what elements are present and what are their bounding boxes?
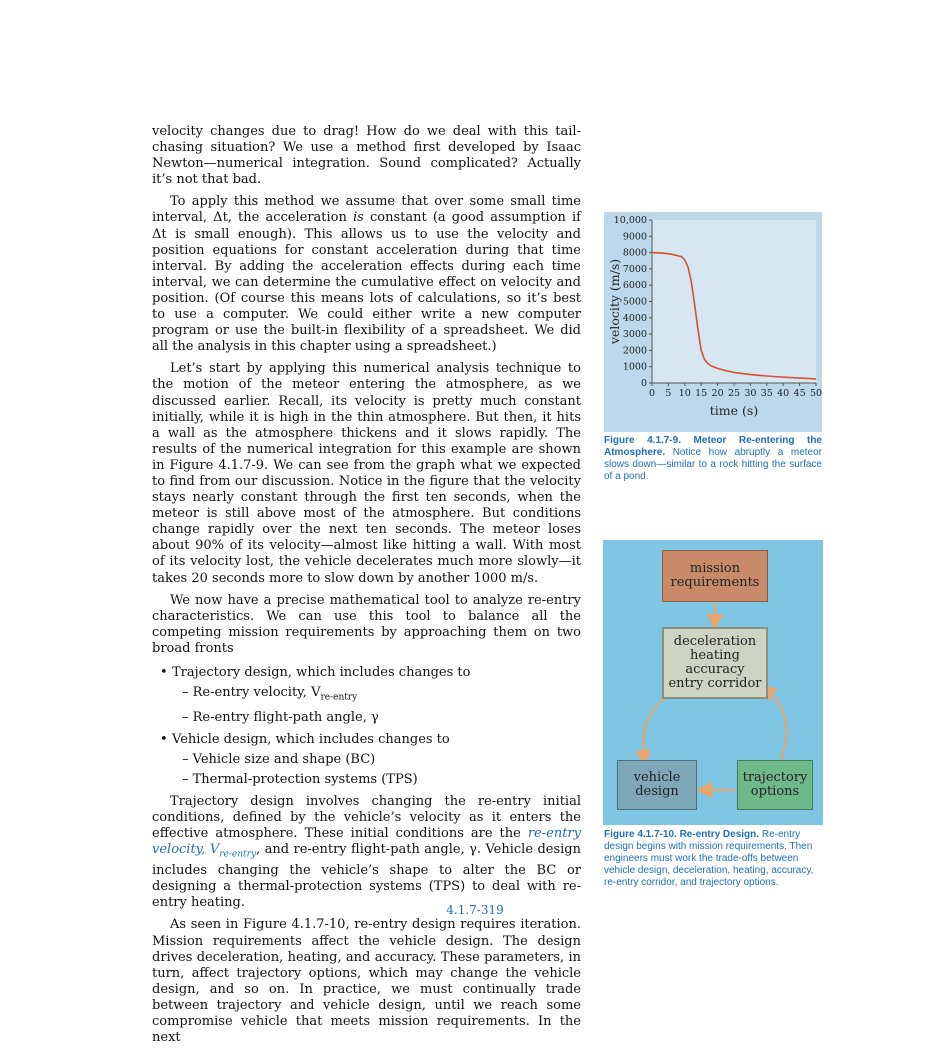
- box-label-line: options: [750, 784, 800, 799]
- x-tick-label: 35: [760, 388, 773, 399]
- x-tick-label: 30: [744, 388, 757, 399]
- box-label-line: entry corridor: [668, 676, 762, 691]
- parameters-box: [662, 627, 768, 699]
- paragraph: velocity changes due to drag! How do we deal with this tail-chasing situation? We use a method first developed by Isaac Newton—numerical integration. Sound complicated? Actually it’s not that bad.: [152, 124, 581, 188]
- x-axis-label: time (s): [709, 403, 759, 418]
- x-tick-label: 20: [711, 388, 724, 399]
- list-item: – Vehicle size and shape (BC): [182, 751, 376, 767]
- y-tick-label: 1000: [622, 361, 647, 373]
- box-label-line: mission: [689, 561, 741, 576]
- paragraph: Trajectory design involves changing the re-entry initial conditions, defined by the vehicle’s velocity as it enters the effective atmosphere. These initial conditions are the re-entry velocity, $V_{re-entry}$, and re-entry flight-path angle, γ. Vehicle design includes changing the vehicle’s shape to alter the BC or designing a thermal-protection systems (TPS) to deal with re-entry heating.: [152, 794, 581, 911]
- x-tick-label: 50: [809, 388, 822, 399]
- mission-requirements-box: [662, 550, 768, 602]
- box-label: [634, 771, 681, 799]
- glossary-term[interactable]: re-entry velocity, $V_{re-entry}$: [152, 826, 581, 861]
- paragraph: To apply this method we assume that over some small time interval, Δt, the acceleration is constant (a good assumption if Δt is small enough). This allows us to use the velocity and position equations for constant acceleration during that time interval. By adding the acceleration effects during each time interval, we can determine the cumulative effect on velocity and position. (Of course this means lots of calculations, so it’s best to use a computer. We could either write a new computer program or use the built-in flexibility of a spreadsheet. We did all the analysis in this chapter using a spreadsheet.): [152, 194, 581, 355]
- reentry-design-diagram: [603, 540, 823, 825]
- velocity-chart: [604, 212, 822, 432]
- x-tick-label: 15: [695, 388, 708, 399]
- y-tick-label: 10,000: [613, 215, 647, 226]
- list-item: • Vehicle design, which includes changes to – Vehicle size and shape (BC) – Thermal-protection systems (TPS): [172, 732, 581, 788]
- x-tick-label: 5: [665, 388, 672, 399]
- x-tick-label: 45: [793, 388, 806, 399]
- y-tick-label: 4000: [622, 312, 647, 324]
- trajectory-options-box: [737, 760, 813, 810]
- y-tick-label: 6000: [622, 280, 647, 292]
- list-item: – Re-entry flight-path angle, γ: [182, 709, 379, 725]
- box-label-line: accuracy: [685, 662, 745, 677]
- figure-caption: Figure 4.1.7-9. Meteor Re-entering the Atmosphere. Notice how abruptly a meteor slows down—similar to a rock hitting the surface of a pond.: [604, 435, 822, 482]
- y-tick-label: 8000: [622, 247, 647, 259]
- box-label-line: vehicle: [633, 770, 681, 785]
- x-tick-label: 0: [648, 388, 656, 399]
- paragraph: We now have a precise mathematical tool to analyze re-entry characteristics. We can use this tool to balance all the competing mission requirements by approaching them on two broad fronts: [152, 592, 581, 656]
- vehicle-design-box: [617, 760, 697, 810]
- x-tick-label: 25: [727, 388, 741, 399]
- box-label-line: deceleration: [673, 634, 757, 649]
- paragraph: As seen in Figure 4.1.7-10, re-entry design requires iteration. Mission requirements affect the vehicle design. The design drives deceleration, heating, and accuracy. These parameters, in turn, affect trajectory options, which may change the vehicle design, and so on. In practice, we must continually trade between trajectory and vehicle design, until we reach some compromise vehicle that meets mission requirements. In the next: [152, 917, 581, 1046]
- y-tick-label: 3000: [622, 329, 647, 341]
- box-label: [671, 562, 760, 590]
- box-label-line: heating: [690, 648, 740, 663]
- box-label: [743, 771, 808, 799]
- y-axis-label: velocity (m/s): [607, 258, 622, 345]
- plot-area: [652, 220, 816, 383]
- x-tick-label: 40: [777, 388, 790, 399]
- box-label-line: trajectory: [742, 770, 808, 785]
- paragraph: Let’s start by applying this numerical analysis technique to the motion of the meteor entering the atmosphere, as we discussed earlier. Recall, its velocity is pretty much constant initially, while it is high in the thin atmosphere. But then, it hits a wall as the atmosphere thickens and it slows rapidly. The results of the numerical integration for this example are shown in Figure 4.1.7-9. We can see from the graph what we expected to find from our discussion. Notice in the figure that the velocity stays nearly constant through the first ten seconds, when the meteor is still above most of the atmosphere. But conditions change rapidly over the next ten seconds. The meteor loses about 90% of its velocity—almost like hitting a wall. With most of its velocity lost, the vehicle decelerates much more slowly—it takes 20 seconds more to slow down by another 1000 m/s.: [152, 361, 581, 586]
- list-item: – Thermal-protection systems (TPS): [182, 772, 418, 788]
- box-label: [668, 635, 761, 691]
- y-tick-label: 9000: [622, 231, 647, 243]
- list-item: – Re-entry velocity, $V_{re-entry}$: [182, 685, 358, 703]
- design-fronts-list: [152, 665, 581, 788]
- y-tick-label: 2000: [622, 345, 647, 357]
- figure-caption: Figure 4.1.7-10. Re-entry Design. Re-entry design begins with mission requirements. Then engineers must work the trade-offs between vehicle design, deceleration, heating, accuracy, re-entry corridor, and trajectory options.: [604, 829, 814, 888]
- list-item: • Trajectory design, which includes changes to – Re-entry velocity, $V_{re-entry}$ – Re-entry flight-path angle, γ: [172, 665, 581, 726]
- arrow-center-to-vehicle: [643, 688, 678, 762]
- velocity-chart-figure: [604, 212, 822, 432]
- x-tick-label: 10: [678, 388, 691, 399]
- y-tick-label: 0: [640, 378, 647, 389]
- page-number: 4.1.7-319: [446, 903, 504, 917]
- y-tick-label: 5000: [622, 296, 647, 308]
- box-label-line: requirements: [670, 575, 760, 590]
- box-label-line: design: [635, 784, 679, 799]
- y-tick-label: 7000: [622, 263, 647, 275]
